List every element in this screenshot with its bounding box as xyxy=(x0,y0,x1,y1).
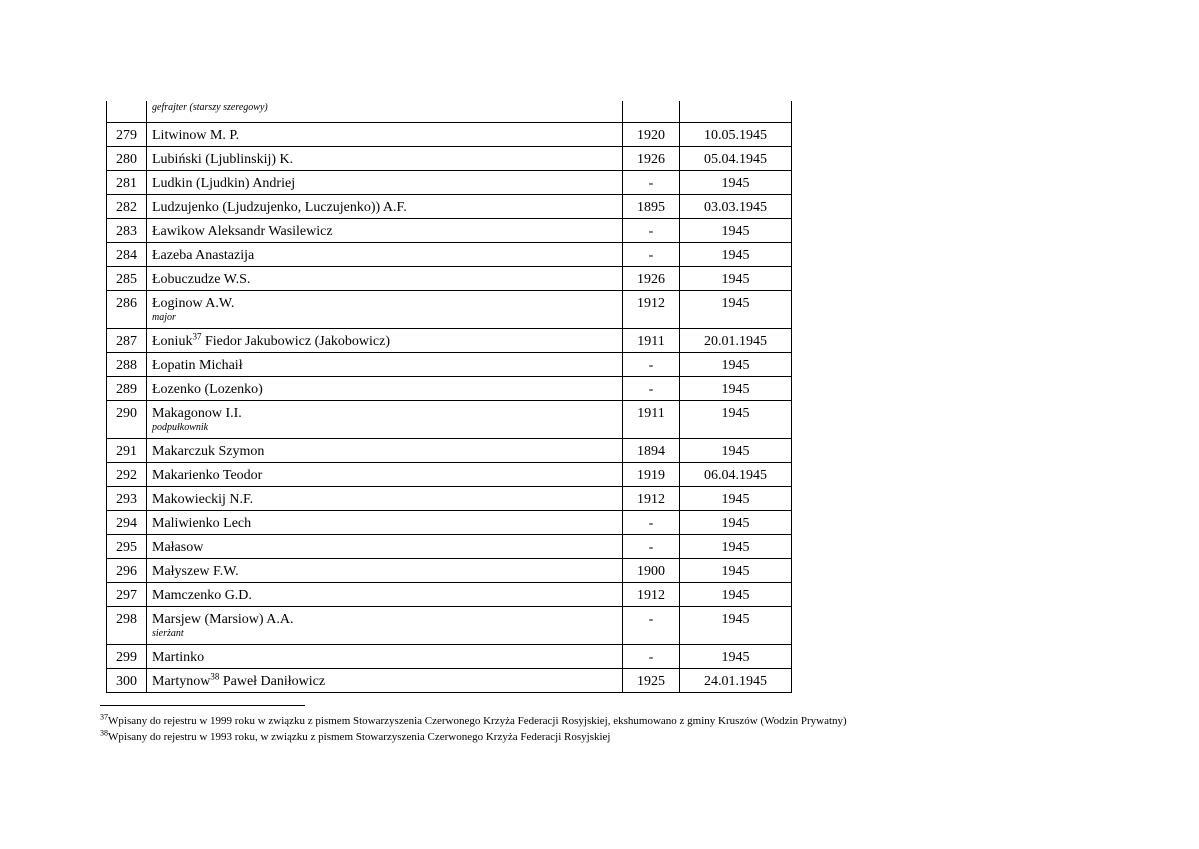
birth-year-cell: 1919 xyxy=(623,463,680,487)
death-date-cell: 1945 xyxy=(680,353,792,377)
name-cell xyxy=(147,463,623,487)
birth-year-cell: - xyxy=(623,607,680,645)
death-date-cell: 1945 xyxy=(680,243,792,267)
name-text: Ławikow Aleksandr Wasilewicz xyxy=(152,224,333,239)
name-cell xyxy=(147,195,623,219)
death-date-cell: 1945 xyxy=(680,645,792,669)
table-row xyxy=(107,219,792,243)
birth-year-cell xyxy=(623,101,680,123)
footnote-text: Wpisany do rejestru w 1993 roku, w związku z pismem Stowarzyszenia Czerwonego Krzyża Federacji Rosyjskiej xyxy=(108,731,611,743)
name-cell xyxy=(147,439,623,463)
birth-year-cell: 1912 xyxy=(623,487,680,511)
birth-year-cell: - xyxy=(623,171,680,195)
table-row xyxy=(107,267,792,291)
footnote-mark: 37 xyxy=(100,712,108,722)
name-text: Mamczenko G.D. xyxy=(152,588,252,603)
name-cell xyxy=(147,147,623,171)
rank-label: podpułkownik xyxy=(152,422,209,433)
table-row xyxy=(107,607,792,645)
name-text: Łoginow A.W. xyxy=(152,296,235,311)
row-number-cell: 292 xyxy=(107,463,147,487)
table-row xyxy=(107,669,792,693)
row-number-cell: 296 xyxy=(107,559,147,583)
name-text-continued: Paweł Daniłowicz xyxy=(219,674,326,689)
birth-year-cell: - xyxy=(623,511,680,535)
row-number-cell: 290 xyxy=(107,401,147,439)
birth-year-cell: 1912 xyxy=(623,583,680,607)
birth-year-cell: - xyxy=(623,645,680,669)
row-number-cell: 293 xyxy=(107,487,147,511)
footnote-mark: 38 xyxy=(100,728,108,738)
row-number-cell: 280 xyxy=(107,147,147,171)
row-number-cell xyxy=(107,101,147,123)
birth-year-cell: 1925 xyxy=(623,669,680,693)
birth-year-cell: 1894 xyxy=(623,439,680,463)
name-text: Łopatin Michaił xyxy=(152,358,243,373)
table-row xyxy=(107,353,792,377)
death-date-cell: 1945 xyxy=(680,219,792,243)
table-row xyxy=(107,377,792,401)
row-number-cell: 298 xyxy=(107,607,147,645)
death-date-cell: 1945 xyxy=(680,291,792,329)
name-text: Małyszew F.W. xyxy=(152,564,239,579)
name-cell xyxy=(147,669,623,693)
name-text: Ludzujenko (Ljudzujenko, Luczujenko)) A.F. xyxy=(152,200,407,215)
death-date-cell: 1945 xyxy=(680,511,792,535)
name-text: Ludkin (Ljudkin) Andriej xyxy=(152,176,296,191)
table-row xyxy=(107,439,792,463)
continued-row xyxy=(107,101,792,123)
name-cell xyxy=(147,487,623,511)
name-cell xyxy=(147,377,623,401)
burial-register-table xyxy=(106,101,792,693)
death-date-cell: 05.04.1945 xyxy=(680,147,792,171)
table-row xyxy=(107,463,792,487)
footnote-text: Wpisany do rejestru w 1999 roku w związku z pismem Stowarzyszenia Czerwonego Krzyża Federacji Rosyjskiej, ekshumowano z gminy Kruszów (Wodzin Prywatny) xyxy=(108,715,847,727)
footnote-reference: 38 xyxy=(210,671,220,682)
name-cell xyxy=(147,583,623,607)
table-row xyxy=(107,147,792,171)
row-number-cell: 283 xyxy=(107,219,147,243)
row-number-cell: 286 xyxy=(107,291,147,329)
table-row xyxy=(107,583,792,607)
birth-year-cell: 1911 xyxy=(623,401,680,439)
death-date-cell xyxy=(680,101,792,123)
table-row xyxy=(107,123,792,147)
name-cell xyxy=(147,291,623,329)
footnote-separator xyxy=(100,705,305,706)
birth-year-cell: 1900 xyxy=(623,559,680,583)
birth-year-cell: 1926 xyxy=(623,147,680,171)
death-date-cell: 1945 xyxy=(680,559,792,583)
row-number-cell: 300 xyxy=(107,669,147,693)
table-row xyxy=(107,171,792,195)
name-cell xyxy=(147,243,623,267)
table-row xyxy=(107,511,792,535)
death-date-cell: 10.05.1945 xyxy=(680,123,792,147)
death-date-cell: 1945 xyxy=(680,535,792,559)
name-cell xyxy=(147,645,623,669)
row-number-cell: 297 xyxy=(107,583,147,607)
rank-label: gefrajter (starszy szeregowy) xyxy=(152,102,268,113)
name-text: Maliwienko Lech xyxy=(152,516,252,531)
death-date-cell: 1945 xyxy=(680,401,792,439)
birth-year-cell: - xyxy=(623,243,680,267)
name-cell xyxy=(147,353,623,377)
death-date-cell: 1945 xyxy=(680,439,792,463)
row-number-cell: 281 xyxy=(107,171,147,195)
table-row xyxy=(107,195,792,219)
table-row xyxy=(107,487,792,511)
name-cell xyxy=(147,171,623,195)
name-text: Martinko xyxy=(152,650,205,665)
table-row xyxy=(107,645,792,669)
death-date-cell: 1945 xyxy=(680,267,792,291)
row-number-cell: 288 xyxy=(107,353,147,377)
table-row xyxy=(107,291,792,329)
row-number-cell: 287 xyxy=(107,329,147,353)
death-date-cell: 06.04.1945 xyxy=(680,463,792,487)
name-text: Makarczuk Szymon xyxy=(152,444,265,459)
name-cell xyxy=(147,535,623,559)
death-date-cell: 1945 xyxy=(680,171,792,195)
row-number-cell: 279 xyxy=(107,123,147,147)
rank-label: sierżant xyxy=(152,628,184,639)
name-cell xyxy=(147,219,623,243)
death-date-cell: 1945 xyxy=(680,487,792,511)
row-number-cell: 284 xyxy=(107,243,147,267)
birth-year-cell: 1895 xyxy=(623,195,680,219)
row-number-cell: 285 xyxy=(107,267,147,291)
name-text: Litwinow M. P. xyxy=(152,128,240,143)
death-date-cell: 1945 xyxy=(680,377,792,401)
name-cell xyxy=(147,123,623,147)
death-date-cell: 03.03.1945 xyxy=(680,195,792,219)
birth-year-cell: 1920 xyxy=(623,123,680,147)
table-row xyxy=(107,329,792,353)
birth-year-cell: - xyxy=(623,535,680,559)
birth-year-cell: 1926 xyxy=(623,267,680,291)
row-number-cell: 282 xyxy=(107,195,147,219)
name-cell xyxy=(147,401,623,439)
table-row xyxy=(107,243,792,267)
birth-year-cell: - xyxy=(623,219,680,243)
register-table-body xyxy=(107,101,792,693)
birth-year-cell: 1911 xyxy=(623,329,680,353)
name-text: Łazeba Anastazija xyxy=(152,248,255,263)
name-text: Małasow xyxy=(152,540,204,555)
table-row xyxy=(107,559,792,583)
name-text: Łoniuk xyxy=(152,334,193,349)
row-number-cell: 299 xyxy=(107,645,147,669)
name-cell xyxy=(147,559,623,583)
death-date-cell: 1945 xyxy=(680,583,792,607)
death-date-cell: 1945 xyxy=(680,607,792,645)
row-number-cell: 294 xyxy=(107,511,147,535)
footnote-38 xyxy=(100,728,611,744)
birth-year-cell: - xyxy=(623,353,680,377)
name-text: Makagonow I.I. xyxy=(152,406,242,421)
name-text: Makowieckij N.F. xyxy=(152,492,254,507)
name-text: Lubiński (Ljublinskij) K. xyxy=(152,152,294,167)
name-cell xyxy=(147,511,623,535)
birth-year-cell: 1912 xyxy=(623,291,680,329)
row-number-cell: 295 xyxy=(107,535,147,559)
footnote-37 xyxy=(100,712,847,728)
name-cell xyxy=(147,101,623,123)
name-text: Łozenko (Lozenko) xyxy=(152,382,263,397)
death-date-cell: 20.01.1945 xyxy=(680,329,792,353)
death-date-cell: 24.01.1945 xyxy=(680,669,792,693)
name-text: Marsjew (Marsiow) A.A. xyxy=(152,612,294,627)
footnote-reference: 37 xyxy=(192,331,202,342)
name-cell xyxy=(147,329,623,353)
row-number-cell: 289 xyxy=(107,377,147,401)
name-cell xyxy=(147,267,623,291)
name-text-continued: Fiedor Jakubowicz (Jakobowicz) xyxy=(201,334,391,349)
row-number-cell: 291 xyxy=(107,439,147,463)
name-text: Martynow xyxy=(152,674,211,689)
table-row xyxy=(107,535,792,559)
name-cell xyxy=(147,607,623,645)
name-text: Łobuczudze W.S. xyxy=(152,272,251,287)
name-text: Makarienko Teodor xyxy=(152,468,263,483)
rank-label: major xyxy=(152,312,176,323)
table-row xyxy=(107,401,792,439)
birth-year-cell: - xyxy=(623,377,680,401)
